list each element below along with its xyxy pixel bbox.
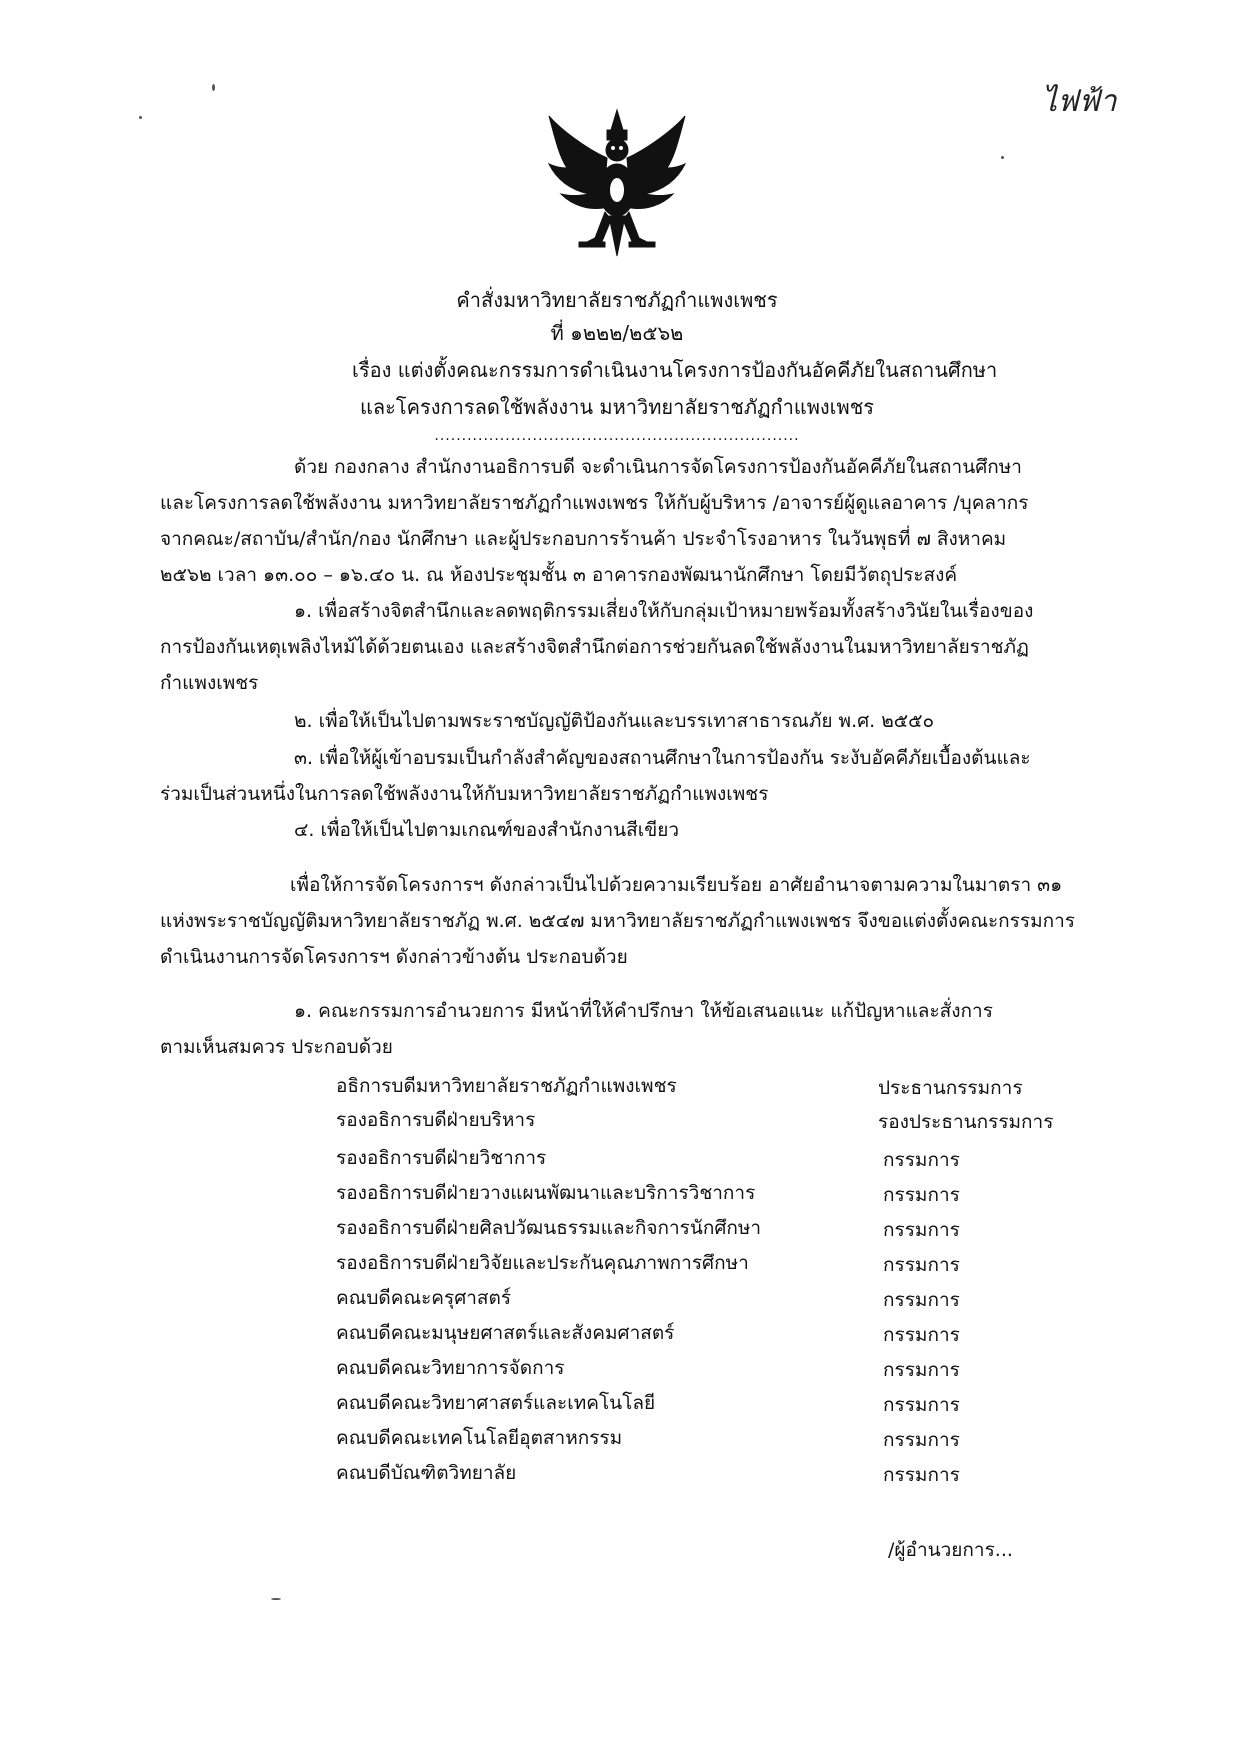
- authority-line-3: ดำเนินงานการจัดโครงการฯ ดังกล่าวข้างต้น ประกอบด้วย: [160, 946, 628, 968]
- member-position: คณบดีคณะวิทยาศาสตร์และเทคโนโลยี: [336, 1392, 656, 1414]
- member-role: กรรมการ: [883, 1464, 960, 1486]
- scan-speck: [139, 116, 142, 119]
- subject-line-1: เรื่อง แต่งตั้งคณะกรรมการดำเนินงานโครงการป้องกันอัคคีภัยในสถานศึกษา: [352, 358, 998, 382]
- member-role: กรรมการ: [883, 1184, 960, 1206]
- scan-speck: [212, 84, 215, 91]
- objective-3-line-2: ร่วมเป็นส่วนหนึ่งในการลดใช้พลังงานให้กับมหาวิทยาลัยราชภัฏกำแพงเพชร: [160, 783, 769, 805]
- member-position: รองอธิการบดีฝ่ายวิจัยและประกันคุณภาพการศึกษา: [336, 1252, 749, 1274]
- objective-1-line-2: การป้องกันเหตุเพลิงไหม้ได้ด้วยตนเอง และสร้างจิตสำนึกต่อการช่วยกันลดใช้พลังงานในมหาวิทยาลัยราชภัฏ: [160, 636, 1029, 658]
- authority-line-2: แห่งพระราชบัญญัติมหาวิทยาลัยราชภัฏ พ.ศ. ๒๕๔๗ มหาวิทยาลัยราชภัฏกำแพงเพชร จึงขอแต่งตั้งคณะกรรมการ: [160, 910, 1075, 932]
- objective-2: ๒. เพื่อให้เป็นไปตามพระราชบัญญัติป้องกันและบรรเทาสาธารณภัย พ.ศ. ๒๕๕๐: [294, 710, 935, 732]
- garuda-emblem-icon: [545, 108, 690, 260]
- objective-1-line-1: ๑. เพื่อสร้างจิตสำนึกและลดพฤติกรรมเสี่ยงให้กับกลุ่มเป้าหมายพร้อมทั้งสร้างวินัยในเรื่องของ: [294, 600, 1034, 622]
- authority-line-1: เพื่อให้การจัดโครงการฯ ดังกล่าวเป็นไปด้วยความเรียบร้อย อาศัยอำนาจตามความในมาตรา ๓๑: [290, 874, 1063, 896]
- subject-line-2: และโครงการลดใช้พลังงาน มหาวิทยาลัยราชภัฏกำแพงเพชร: [359, 395, 875, 419]
- member-role: กรรมการ: [883, 1219, 960, 1241]
- member-role: กรรมการ: [883, 1394, 960, 1416]
- member-role: กรรมการ: [883, 1289, 960, 1311]
- committee-heading-line-2: ตามเห็นสมควร ประกอบด้วย: [160, 1036, 393, 1058]
- order-title: คำสั่งมหาวิทยาลัยราชภัฏกำแพงเพชร: [456, 288, 778, 312]
- member-position: รองอธิการบดีฝ่ายบริหาร: [336, 1109, 536, 1131]
- header-separator: ...................................................................: [434, 428, 800, 444]
- member-position: รองอธิการบดีฝ่ายวางแผนพัฒนาและบริการวิชาการ: [336, 1182, 756, 1204]
- member-position: คณบดีคณะเทคโนโลยีอุตสาหกรรม: [336, 1427, 623, 1449]
- intro-line-4: ๒๕๖๒ เวลา ๑๓.๐๐ – ๑๖.๔๐ น. ณ ห้องประชุมชั้น ๓ อาคารกองพัฒนานักศึกษา โดยมีวัตถุประสงค์: [160, 564, 958, 586]
- order-number: ที่ ๑๒๒๒/๒๕๖๒: [550, 321, 684, 345]
- member-position: รองอธิการบดีฝ่ายวิชาการ: [336, 1147, 547, 1169]
- committee-heading-line-1: ๑. คณะกรรมการอำนวยการ มีหน้าที่ให้คำปรึกษา ให้ข้อเสนอแนะ แก้ปัญหาและสั่งการ: [294, 1000, 993, 1022]
- member-position: คณบดีคณะวิทยาการจัดการ: [336, 1357, 565, 1379]
- member-position: รองอธิการบดีฝ่ายศิลปวัฒนธรรมและกิจการนักศึกษา: [336, 1217, 762, 1239]
- intro-line-1: ด้วย กองกลาง สำนักงานอธิการบดี จะดำเนินการจัดโครงการป้องกันอัคคีภัยในสถานศึกษา: [294, 456, 1022, 478]
- intro-line-3: จากคณะ/สถาบัน/สำนัก/กอง นักศึกษา และผู้ประกอบการร้านค้า ประจำโรงอาหาร ในวันพุธที่ ๗ สิงหาคม: [160, 528, 1007, 550]
- objective-3-line-1: ๓. เพื่อให้ผู้เข้าอบรมเป็นกำลังสำคัญของสถานศึกษาในการป้องกัน ระงับอัคคีภัยเบื้องต้นและ: [294, 747, 1031, 769]
- intro-line-2: และโครงการลดใช้พลังงาน มหาวิทยาลัยราชภัฏกำแพงเพชร ให้กับผู้บริหาร /อาจารย์ผู้ดูแลอาคาร /บุคลากร: [160, 492, 1029, 514]
- continuation-marker: /ผู้อำนวยการ...: [888, 1539, 1013, 1561]
- member-role: ประธานกรรมการ: [878, 1077, 1023, 1099]
- member-role: กรรมการ: [883, 1359, 960, 1381]
- scan-speck: [271, 1598, 281, 1600]
- scan-speck: [1001, 156, 1004, 159]
- member-role: กรรมการ: [883, 1254, 960, 1276]
- handwritten-note: ไฟฟ้า: [1042, 84, 1117, 119]
- member-role: รองประธานกรรมการ: [878, 1111, 1054, 1133]
- member-position: คณบดีบัณฑิตวิทยาลัย: [336, 1462, 517, 1484]
- member-position: คณบดีคณะครุศาสตร์: [336, 1287, 512, 1309]
- objective-1-line-3: กำแพงเพชร: [160, 672, 259, 694]
- member-position: อธิการบดีมหาวิทยาลัยราชภัฏกำแพงเพชร: [336, 1075, 677, 1097]
- member-role: กรรมการ: [883, 1324, 960, 1346]
- objective-4: ๔. เพื่อให้เป็นไปตามเกณฑ์ของสำนักงานสีเขียว: [294, 819, 680, 841]
- member-position: คณบดีคณะมนุษยศาสตร์และสังคมศาสตร์: [336, 1322, 675, 1344]
- member-role: กรรมการ: [883, 1149, 960, 1171]
- member-role: กรรมการ: [883, 1429, 960, 1451]
